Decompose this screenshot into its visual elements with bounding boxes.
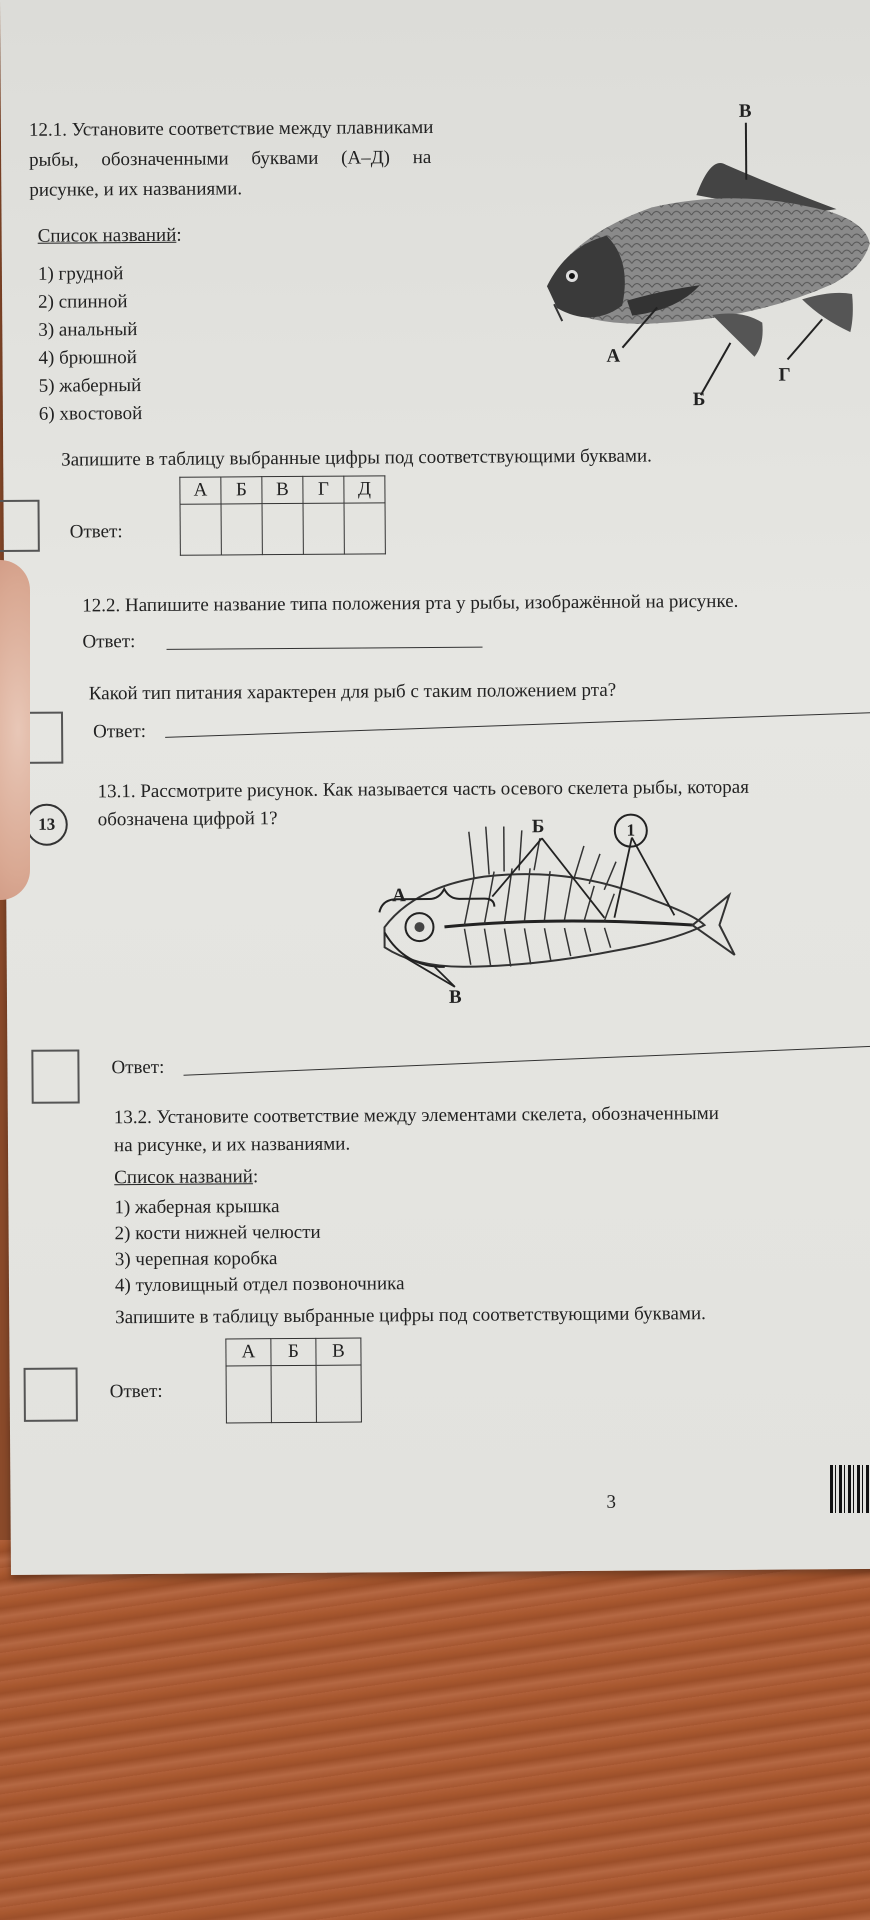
q12-1-answer-label: Ответ:	[69, 521, 123, 543]
list-title: Список названий	[114, 1166, 253, 1189]
q13-1-answer-label: Ответ:	[111, 1056, 165, 1079]
answer-cell-b[interactable]	[221, 504, 262, 555]
skeleton-label-1: 1	[614, 813, 648, 847]
q12-1-item-5: 5) жаберный	[38, 375, 142, 397]
q13-2-text-line2: на рисунке, и их названиями.	[113, 1133, 351, 1157]
score-box-13-1	[31, 1049, 79, 1103]
barcode	[830, 1465, 870, 1513]
q13-2-instruction: Запишите в таблицу выбранные цифры под соответствующими буквами.	[115, 1303, 706, 1329]
carp-illustration	[531, 94, 870, 416]
q12-1-text-line3: рисунке, и их названиями.	[29, 178, 243, 201]
page-number: 3	[606, 1491, 617, 1513]
skeleton-label-v: В	[448, 986, 462, 1008]
list-title: Список названий	[37, 224, 177, 247]
q12-2-answer-label: Ответ:	[82, 631, 136, 653]
answer-cell-v[interactable]	[262, 503, 303, 554]
fish-label-b: Б	[692, 389, 706, 411]
answer-cell-v[interactable]	[316, 1365, 361, 1422]
q13-2-item-4: 4) туловищный отдел позвоночника	[114, 1273, 405, 1297]
fish-label-a: А	[606, 345, 621, 367]
skeleton-label-b: Б	[531, 816, 545, 838]
q12-1-item-4: 4) брюшной	[38, 347, 137, 369]
fish-label-v: В	[738, 100, 752, 122]
q13-2-item-2: 2) кости нижней челюсти	[114, 1221, 321, 1245]
q12-1-text-line1: 12.1. Установите соответствие между плавниками	[28, 116, 434, 141]
q12-2-answer-line2[interactable]	[165, 712, 870, 738]
q12-1-text-line2: рыбы, обозначенными буквами (А–Д) на	[29, 146, 432, 171]
table-header-g: Г	[303, 476, 344, 503]
q12-1-item-6: 6) хвостовой	[38, 403, 143, 425]
task-number-13: 13	[26, 804, 68, 846]
list-colon: :	[252, 1166, 259, 1188]
q12-2-answer-line[interactable]	[167, 647, 483, 650]
table-header-a: А	[180, 477, 221, 504]
q13-2-answer-label: Ответ:	[109, 1380, 163, 1403]
q13-1-text-line2: обозначена цифрой 1?	[97, 808, 278, 831]
q12-2-question2: Какой тип питания характерен для рыб с таким положением рта?	[88, 679, 617, 705]
table-header-a: А	[226, 1339, 271, 1366]
q12-2-answer-label2: Ответ:	[93, 720, 147, 743]
table-header-b: Б	[221, 477, 262, 504]
q13-2-list-heading	[114, 1164, 258, 1191]
fish-skeleton-illustration	[374, 815, 745, 1008]
q13-1-text-line1: 13.1. Рассмотрите рисунок. Как называется часть осевого скелета рыбы, которая	[97, 776, 749, 803]
fish-label-g: Г	[778, 364, 791, 386]
score-box-13-2	[24, 1367, 78, 1421]
skeleton-label-a: А	[392, 885, 407, 907]
q12-1-item-2: 2) спинной	[38, 291, 128, 313]
q13-2-item-3: 3) черепная коробка	[114, 1248, 278, 1271]
answer-cell-d[interactable]	[344, 503, 385, 554]
q13-2-item-1: 1) жаберная крышка	[114, 1196, 280, 1219]
q13-1-answer-line[interactable]	[184, 1045, 870, 1075]
finger	[0, 560, 30, 900]
answer-cell-g[interactable]	[303, 503, 344, 554]
q12-1-instruction: Запишите в таблицу выбранные цифры под соответствующими буквами.	[61, 445, 652, 471]
table-header-b: Б	[271, 1338, 316, 1365]
answer-cell-a[interactable]	[180, 504, 221, 555]
q12-1-item-3: 3) анальный	[38, 319, 138, 341]
list-colon: :	[176, 224, 182, 246]
table-header-v: В	[262, 476, 303, 503]
q12-2-question: 12.2. Напишите название типа положения рта у рыбы, изображённой на рисунке.	[82, 590, 739, 617]
q13-2-text-line1: 13.2. Установите соответствие между элементами скелета, обозначенными	[113, 1103, 719, 1129]
q12-1-item-1: 1) грудной	[37, 263, 124, 285]
desk-surface	[0, 1540, 870, 1920]
answer-cell-a[interactable]	[226, 1366, 271, 1423]
table-header-d: Д	[344, 476, 385, 503]
table-header-v: В	[316, 1338, 361, 1365]
q12-1-answer-table	[179, 475, 386, 555]
answer-cell-b[interactable]	[271, 1365, 316, 1422]
score-box-12-1	[0, 500, 40, 552]
q12-1-list-heading	[38, 223, 182, 250]
q13-2-answer-table	[225, 1338, 362, 1424]
